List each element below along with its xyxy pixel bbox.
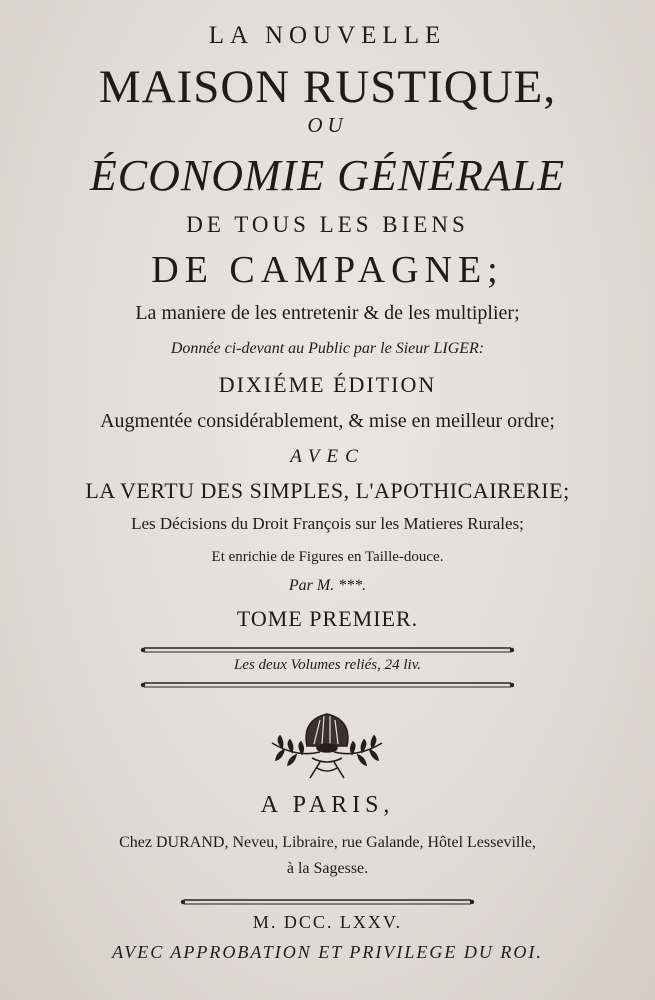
year-line: M. DCC. LXXV. [252,912,403,932]
title-line-2: MAISON RUSTIQUE, [98,61,557,113]
avec-line: AVEC [290,446,365,467]
privilege-line: AVEC APPROBATION ET PRIVILEGE DU ROI. [112,942,543,962]
subtitle-line-2: Donnée ci-devant au Public par le Sieur LIGER: [170,340,485,357]
title-line-4: ÉCONOMIE GÉNÉRALE [89,151,566,200]
supplement-line: LA VERTU DES SIMPLES, L'APOTHICAIRERIE; [85,478,570,503]
price-line: Les deux Volumes reliés, 24 liv. [233,657,422,673]
decisions-line: Les Décisions du Droit François sur les Matieres Rurales; [131,514,524,533]
figures-line: Et enrichie de Figures en Taille-douce. [211,549,444,565]
volume-line: TOME PREMIER. [236,606,419,631]
title-line-1: LA NOUVELLE [208,22,447,49]
top-double-rule [140,646,515,654]
publisher-line-1: Chez DURAND, Neveu, Libraire, rue Galande, Hôtel Lesseville, [119,834,536,851]
imprint-rule [140,898,515,906]
title-line-6: DE CAMPAGNE; [151,249,504,291]
edition-line: DIXIÉME ÉDITION [218,372,437,397]
subtitle-line-1: La maniere de les entretenir & de les multiplier; [135,302,520,324]
shell-ornament-icon [262,708,392,786]
publisher-line-2: à la Sagesse. [286,860,369,877]
title-line-3: OU [307,113,348,137]
bottom-double-rule [140,681,515,689]
city-line: A PARIS, [260,792,395,818]
author-line: Par M. ***. [288,577,367,594]
edition-note: Augmentée considérablement, & mise en meilleur ordre; [100,410,555,432]
title-line-5: DE TOUS LES BIENS [186,212,469,237]
